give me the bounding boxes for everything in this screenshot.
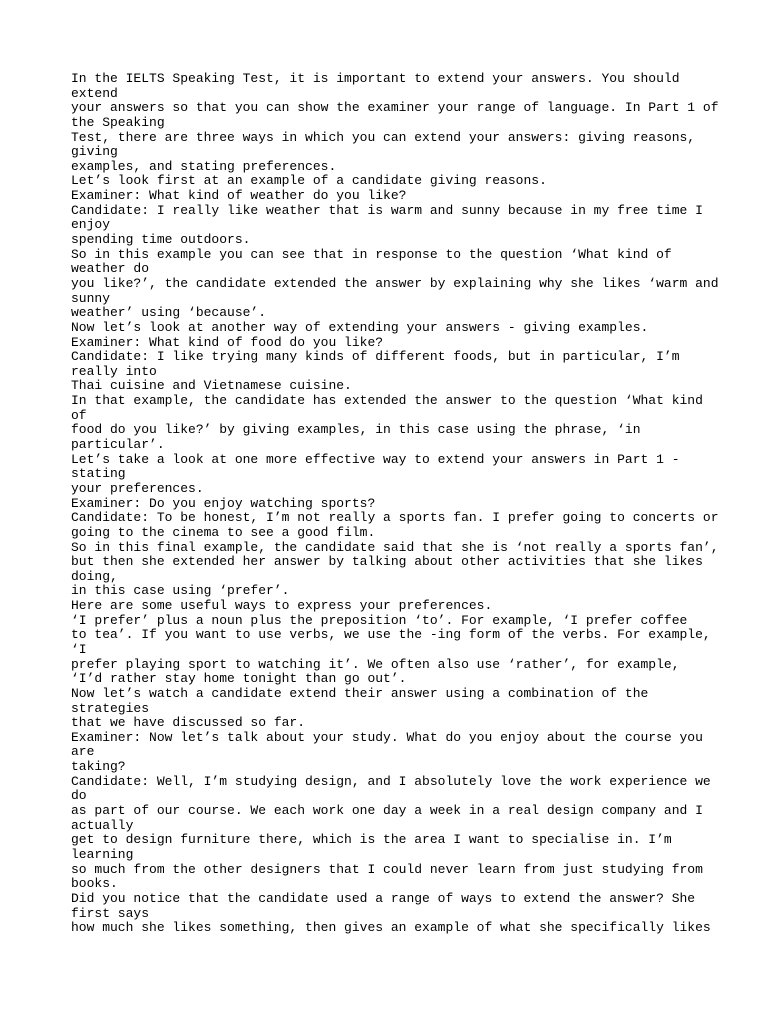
text-line: in this case using ‘prefer’. <box>71 583 290 599</box>
text-line: Did you notice that the candidate used a range of ways to extend the answer? She <box>71 890 696 906</box>
text-line: Candidate: I really like weather that is warm and sunny because in my free time I <box>71 202 703 218</box>
text-line: sunny <box>71 290 111 306</box>
text-line: your preferences. <box>71 480 204 496</box>
text-line: Examiner: What kind of food do you like? <box>71 334 384 350</box>
text-line: as part of our course. We each work one day a week in a real design company and I <box>71 803 703 819</box>
text-line: so much from the other designers that I could never learn from just studying from <box>71 861 703 877</box>
text-line: weather’ using ‘because’. <box>71 305 267 321</box>
text-line: Test, there are three ways in which you can extend your answers: giving reasons, <box>71 129 696 145</box>
text-line: Here are some useful ways to express your preferences. <box>71 598 493 614</box>
text-line: are <box>71 744 95 760</box>
text-line: examples, and stating preferences. <box>71 158 337 174</box>
text-line: weather do <box>71 261 150 277</box>
text-line: Examiner: Now let’s talk about your study. What do you enjoy about the course you <box>71 729 703 745</box>
text-line: In the IELTS Speaking Test, it is important to extend your answers. You should <box>71 71 680 86</box>
text-line: Now let’s look at another way of extending your answers - giving examples. <box>71 319 649 335</box>
text-line: So in this final example, the candidate said that she is ‘not really a sports fan’, <box>71 539 719 555</box>
text-line: doing, <box>71 568 118 584</box>
text-line: Candidate: Well, I’m studying design, and I absolutely love the work experience we <box>71 773 711 789</box>
text-line: actually <box>71 817 134 833</box>
text-line: Examiner: What kind of weather do you like? <box>71 188 407 204</box>
text-line: going to the cinema to see a good film. <box>71 524 376 540</box>
text-line: So in this example you can see that in response to the question ‘What kind of <box>71 246 672 262</box>
text-line: do <box>71 788 87 804</box>
text-line: enjoy <box>71 217 111 233</box>
text-line: prefer playing sport to watching it’. We often also use ‘rather’, for example, <box>71 656 680 672</box>
text-line: that we have discussed so far. <box>71 715 306 731</box>
text-line: your answers so that you can show the examiner your range of language. In Part 1 of <box>71 100 719 116</box>
text-line: books. <box>71 876 118 892</box>
text-line: to tea’. If you want to use verbs, we use the -ing form of the verbs. For example, <box>71 627 711 643</box>
document-body <box>71 71 719 936</box>
text-line: spending time outdoors. <box>71 232 251 248</box>
text-line: In that example, the candidate has extended the answer to the question ‘What kind <box>71 393 703 409</box>
text-line: you like?’, the candidate extended the answer by explaining why she likes ‘warm and <box>71 275 719 291</box>
text-line: particular’. <box>71 437 165 453</box>
text-line: Examiner: Do you enjoy watching sports? <box>71 495 376 511</box>
text-line: Now let’s watch a candidate extend their answer using a combination of the <box>71 685 649 701</box>
text-line: learning <box>71 846 134 862</box>
text-line: giving <box>71 144 118 160</box>
text-line: first says <box>71 905 150 921</box>
text-line: really into <box>71 363 157 379</box>
text-line: but then she extended her answer by talking about other activities that she likes <box>71 554 703 570</box>
text-line: taking? <box>71 759 126 775</box>
text-line: ‘I <box>71 641 87 657</box>
text-line: strategies <box>71 700 150 716</box>
text-line: get to design furniture there, which is the area I want to specialise in. I’m <box>71 832 672 848</box>
text-line: the Speaking <box>71 114 165 130</box>
text-line: Candidate: I like trying many kinds of different foods, but in particular, I’m <box>71 349 680 365</box>
text-line: Let’s take a look at one more effective way to extend your answers in Part 1 - <box>71 451 680 467</box>
text-line: extend <box>71 85 118 101</box>
text-line: food do you like?’ by giving examples, in this case using the phrase, ‘in <box>71 422 641 438</box>
text-line: how much she likes something, then gives an example of what she specifically likes <box>71 920 711 936</box>
text-line: Let’s look first at an example of a candidate giving reasons. <box>71 173 547 189</box>
text-line: Thai cuisine and Vietnamese cuisine. <box>71 378 352 394</box>
text-line: stating <box>71 466 126 482</box>
text-line: Candidate: To be honest, I’m not really a sports fan. I prefer going to concerts or <box>71 510 719 526</box>
text-line: of <box>71 407 87 423</box>
text-line: ‘I’d rather stay home tonight than go out’. <box>71 671 407 687</box>
text-line: ‘I prefer’ plus a noun plus the preposition ‘to’. For example, ‘I prefer coffee <box>71 612 688 628</box>
